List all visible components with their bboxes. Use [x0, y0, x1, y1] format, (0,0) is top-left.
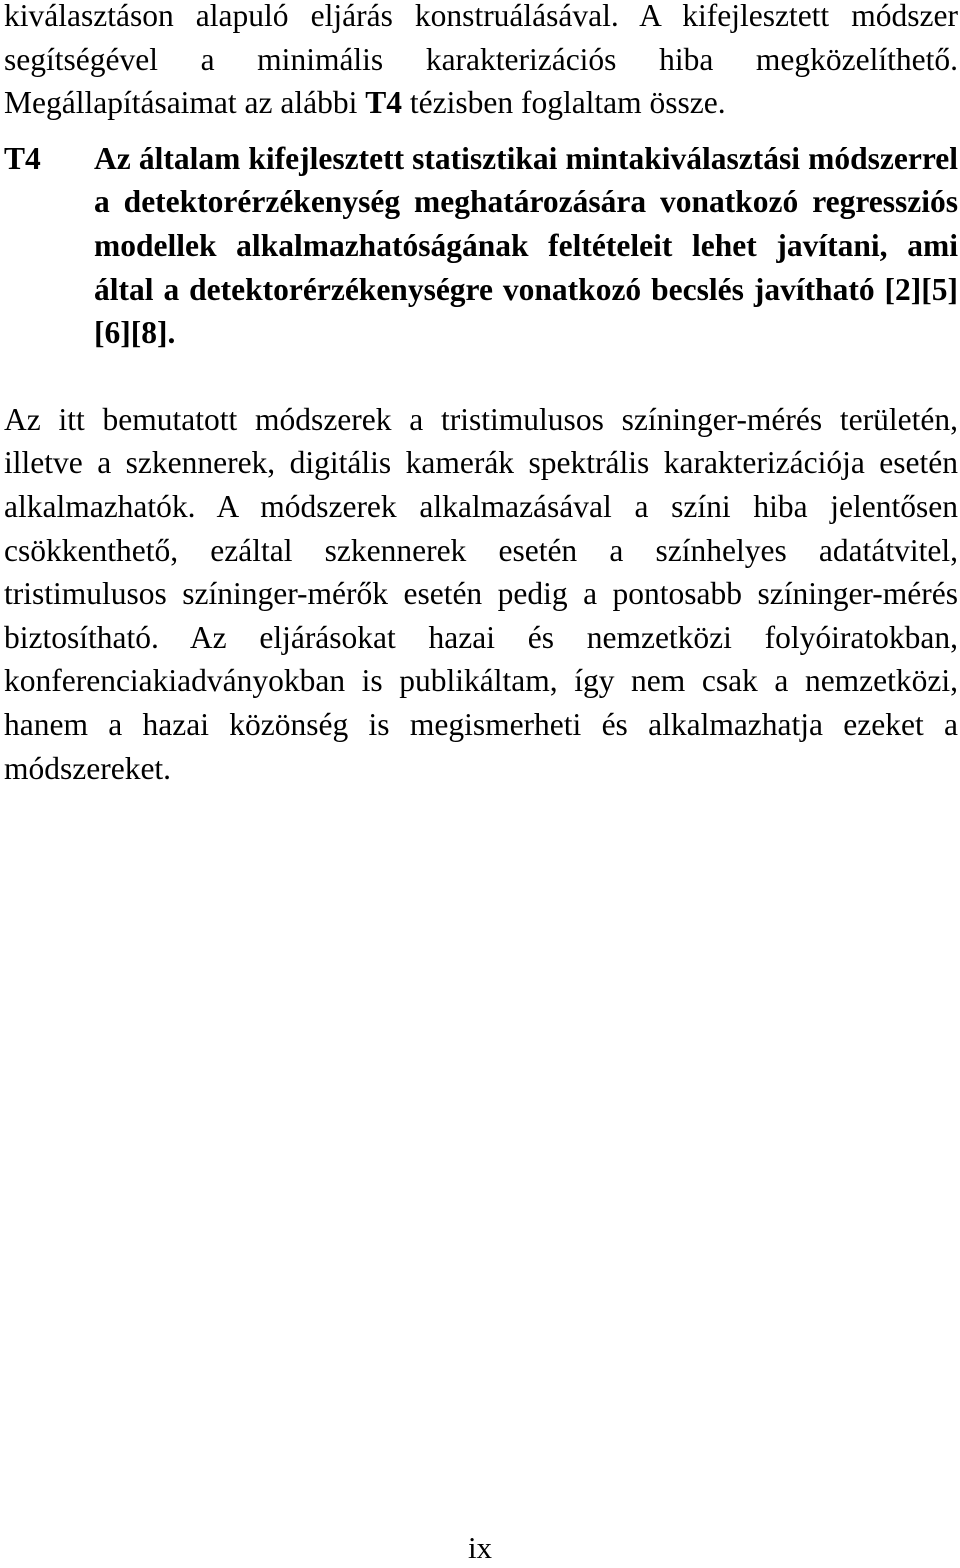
document-page: [4, 0, 958, 790]
thesis-block: [4, 137, 958, 355]
thesis-reference: T4: [365, 85, 402, 121]
intro-paragraph: [4, 0, 958, 125]
intro-text-before: kiválasztáson alapuló eljárás konstruálásával. A kifejlesztett módszer segítségével a minimális karakterizációs hiba megközelíthető. Megállapításaimat az alábbi: [4, 0, 958, 121]
page-number: ix: [467, 1530, 493, 1565]
thesis-statement: Az általam kifejlesztett statisztikai mintakiválasztási módszerrel a detektorérzékenység meghatározására vonatkozó regressziós modellek alkalmazhatóságának feltételeit lehet javítani, ami által a detektorérzékenységre vonatkozó becslés javítható [2][5][6][8].: [94, 140, 958, 351]
thesis-label: T4: [4, 140, 41, 176]
intro-text-after: tézisben foglaltam össze.: [402, 85, 726, 121]
body-paragraph: Az itt bemutatott módszerek a tristimulusos színinger-mérés területén, illetve a szkennerek, digitális kamerák spektrális karakterizációja esetén alkalmazhatók. A módszerek alkalmazásával a színi hiba jelentősen csökkenthető, ezáltal szkennerek esetén a színhelyes adatátvitel, tristimulusos színinger-mérők esetén pedig a pontosabb színinger-mérés biztosítható. Az eljárásokat hazai és nemzetközi folyóiratokban, konferenciakiadványokban is publikáltam, így nem csak a nemzetközi, hanem a hazai közönség is megismerheti és alkalmazhatja ezeket a módszereket.: [4, 401, 958, 786]
